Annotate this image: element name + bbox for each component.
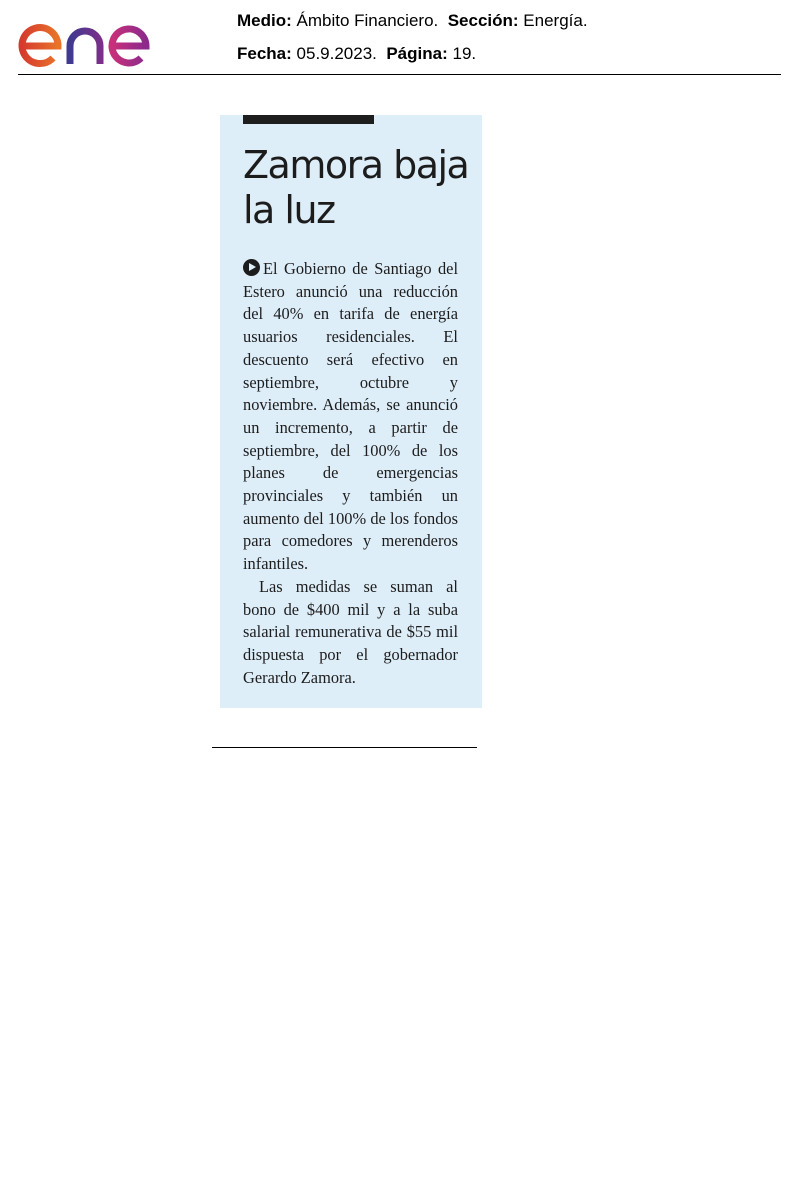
- pagina-value: 19.: [452, 44, 477, 63]
- paragraph-1-text: El Gobierno de Santiago del Estero anunció una reducción del 40% en tarifa de energía usuarios residenciales. El descuento será efectivo en septiembre, octubre y noviembre. Además, se anunció un incremento, a partir de septiembre, del 100% de los planes de emergencias provinciales y también un aumento del 100% de los fondos para comedores y merenderos infantiles.: [243, 259, 458, 574]
- pagina-label: Página:: [386, 44, 448, 63]
- article-paragraph-1: [243, 258, 458, 576]
- medio-value: Ámbito Financiero.: [296, 11, 439, 30]
- enel-logo: [18, 4, 180, 68]
- arrow-bullet-icon: [243, 259, 260, 276]
- article-headline: Zamora baja la luz: [243, 143, 469, 232]
- fecha-label: Fecha:: [237, 44, 292, 63]
- seccion-value: Energía.: [523, 11, 588, 30]
- article-body: [243, 258, 458, 689]
- article-paragraph-2: Las medidas se suman al bono de $400 mil y a la suba salarial remunerativa de $55 mil dispuesta por el gobernador Gerardo Zamora.: [243, 576, 458, 687]
- meta-fecha-pagina: [237, 44, 476, 64]
- meta-medio-seccion: [237, 11, 588, 31]
- article-clipping: [220, 115, 482, 708]
- seccion-label: Sección:: [447, 11, 519, 30]
- medio-label: Medio:: [237, 11, 292, 30]
- fecha-value: 05.9.2023.: [296, 44, 377, 63]
- section-bar: [243, 115, 374, 124]
- header-divider: [18, 74, 781, 75]
- footer-divider: [212, 747, 477, 748]
